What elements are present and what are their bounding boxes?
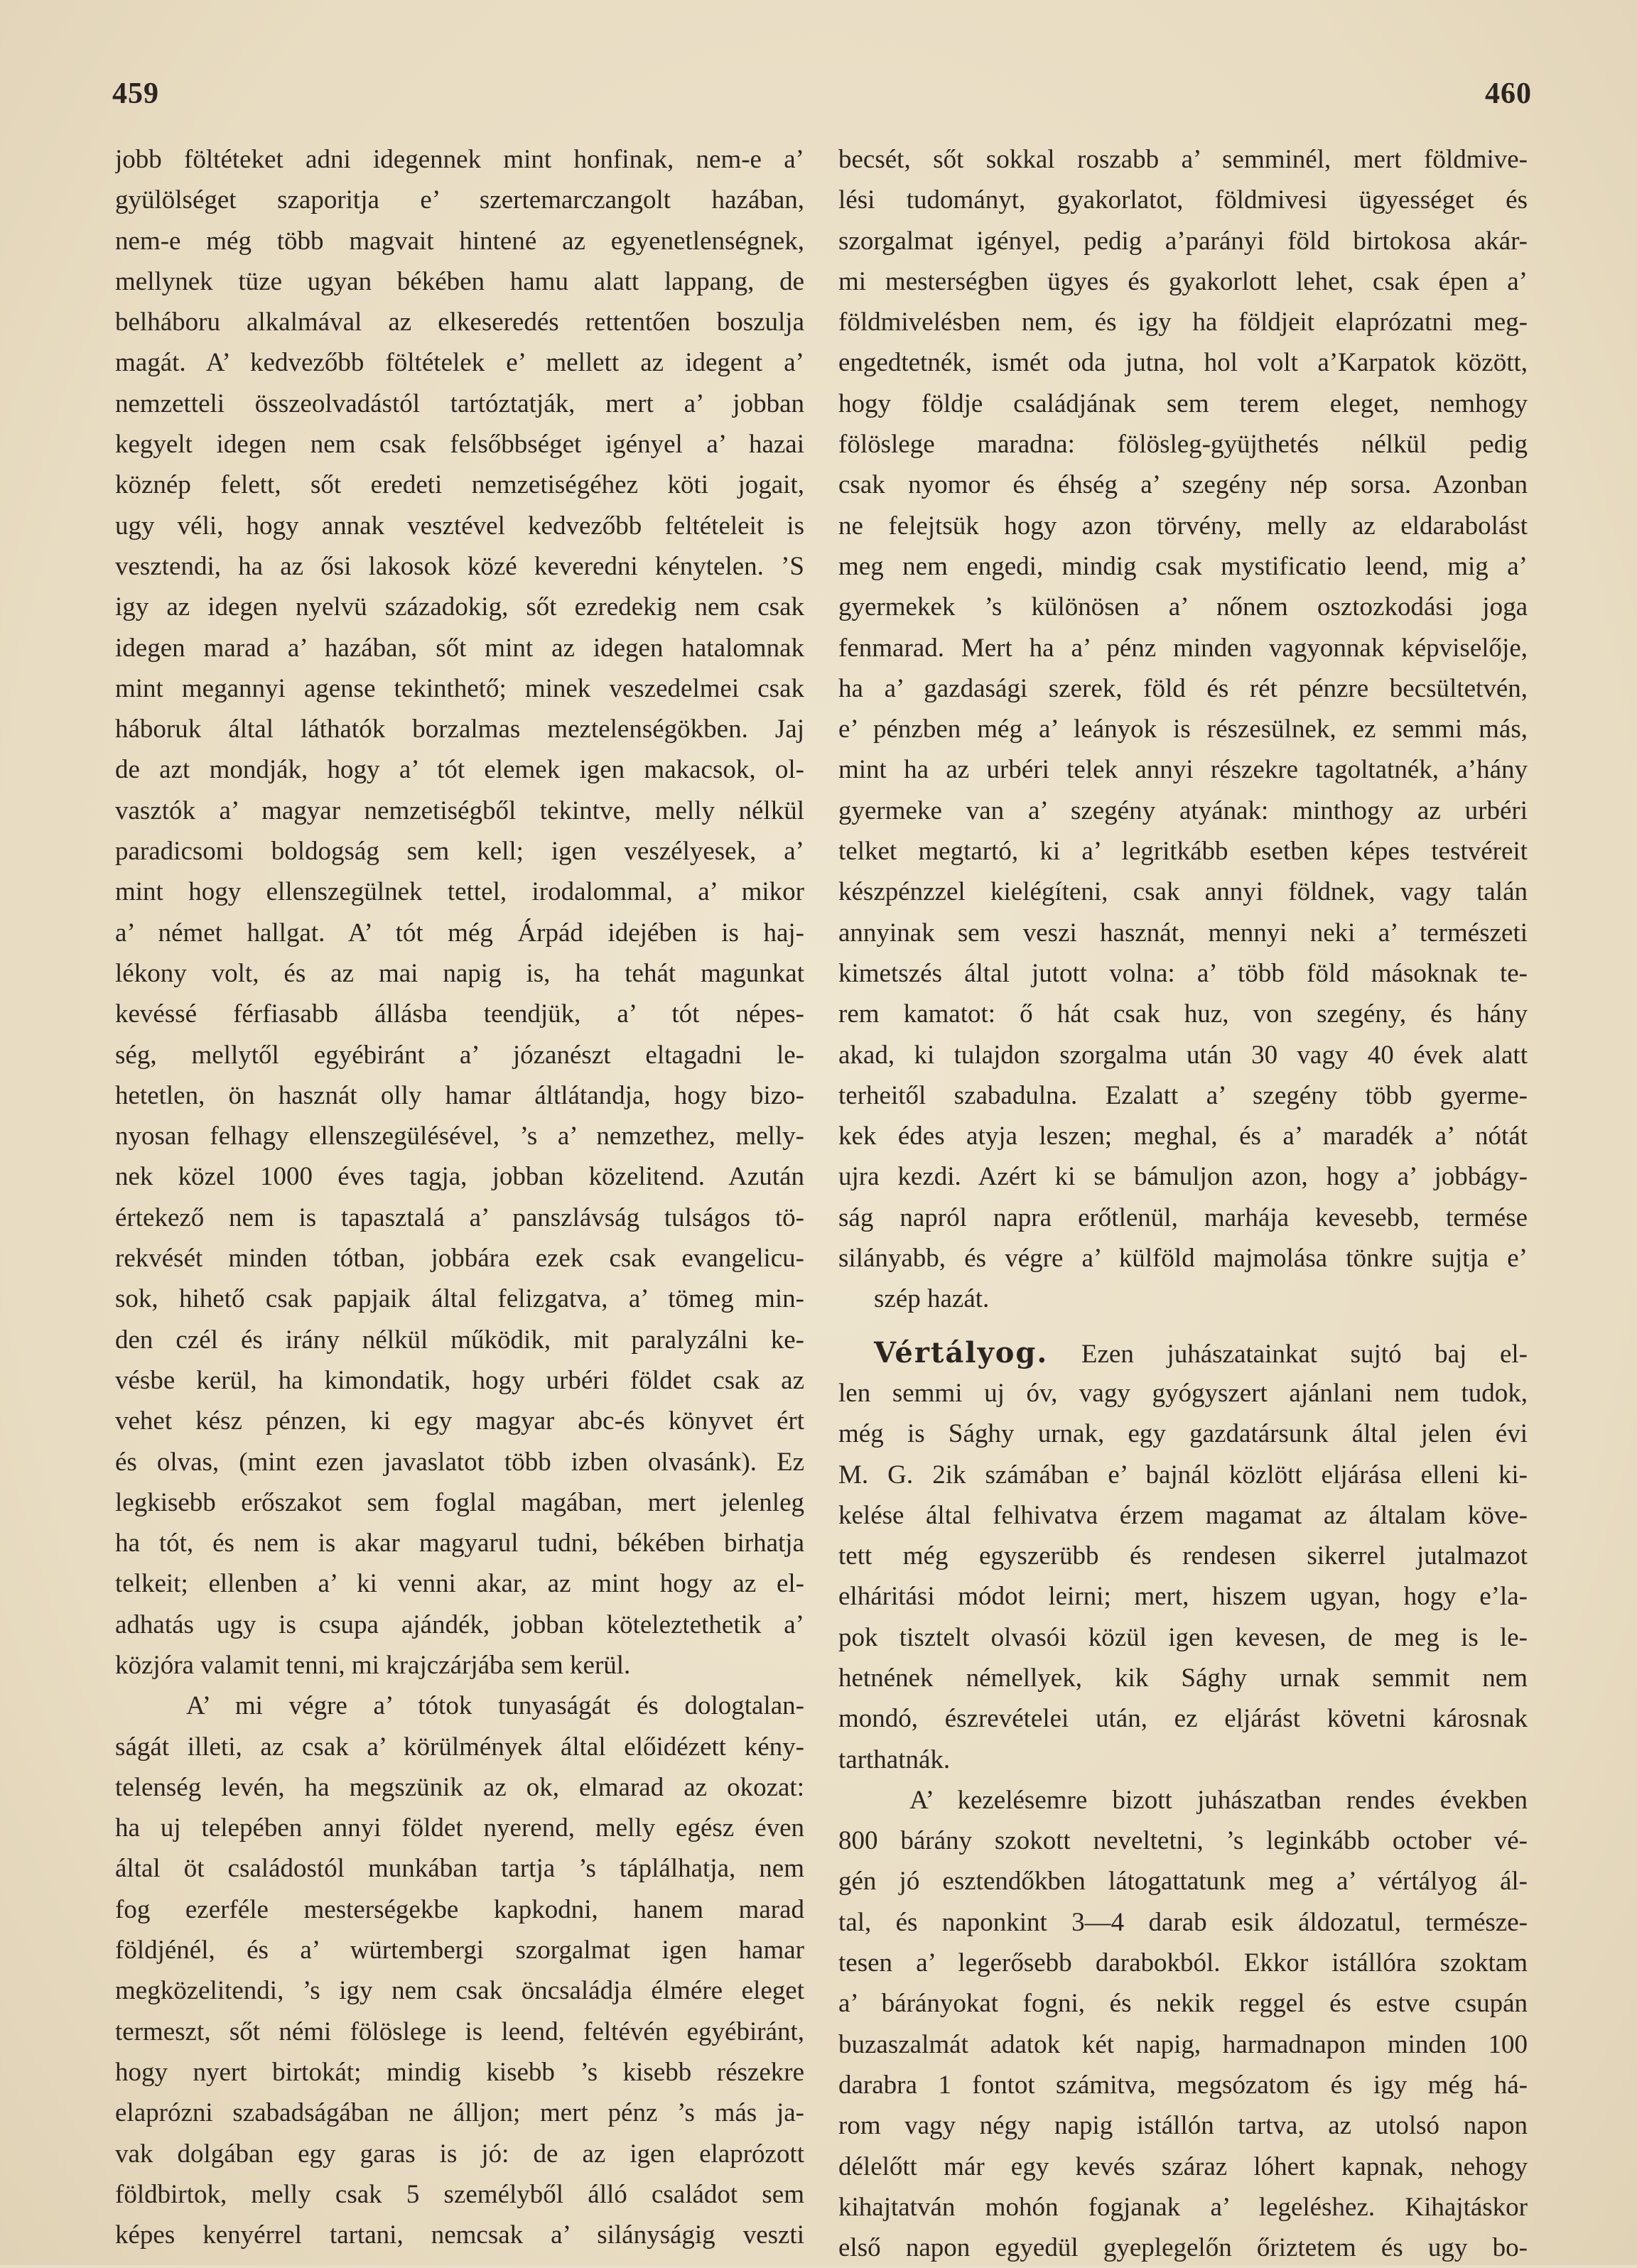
text-line: szorgalmat igényel, pedig a’parányi föld birtokosa akár-	[838, 226, 1528, 256]
text-line: csak nyomor és éhség a’ szegény nép sorsa. Azonban	[838, 470, 1528, 500]
text-line: fölöslege maradna: fölösleg-gyüjthetés nélkül pedig	[838, 430, 1528, 460]
text-line: meg nem engedi, mindig csak mystificatio leend, mig a’	[838, 551, 1528, 581]
text-line: mi mesterségben ügyes és gyakorlott lehet, csak épen a’	[838, 266, 1528, 296]
text-line: fog ezerféle mesterségekbe kapkodni, hanem marad	[115, 1894, 804, 1924]
text-line: mint megannyi agense tekinthető; minek veszedelmei csak	[115, 673, 804, 703]
text-line: kek édes atyja leszen; meghal, és a’ maradék a’ nótát	[838, 1122, 1528, 1151]
text-line: vasztók a’ magyar nemzetiségből tekintve, melly nélkül	[115, 796, 804, 825]
text-line: igy az idegen nyelvü századokig, sőt ezredekig nem csak	[115, 592, 804, 622]
text-line: tett még egyszerübb és rendesen sikerrel jutalmazot	[838, 1541, 1528, 1571]
text-line: de azt mondják, hogy a’ tót elemek igen makacsok, ol-	[115, 755, 804, 785]
text-line: vésbe kerül, ha kimondatik, hogy urbéri földet csak az	[115, 1365, 804, 1395]
text-line: 800 bárány szokott neveltetni, ’s leginkább october vé-	[838, 1826, 1528, 1856]
text-line: köznép felett, sőt eredeti nemzetiségéhez köti jogait,	[115, 470, 804, 500]
text-line: tal, és naponkint 3—4 darab esik áldozatul, természe-	[838, 1907, 1528, 1937]
text-line: gyülölséget szaporitja e’ szertemarczangolt hazában,	[115, 185, 804, 215]
text-line: rem kamatot: ő hát csak huz, von szegény, és hány	[838, 999, 1528, 1029]
text-line: A’ mi végre a’ tótok tunyaságát és dologtalan-	[186, 1691, 804, 1721]
heading-line-text: Ezen juhászatainkat sujtó baj el-	[1048, 1339, 1528, 1369]
text-line: ha tót, és nem is akar magyarul tudni, békében birhatja	[115, 1529, 804, 1558]
text-line: annyinak sem veszi hasznát, mennyi neki a’ természeti	[838, 918, 1528, 948]
text-line: engedtetnék, ismét oda jutna, hol volt a’Karpatok között,	[838, 348, 1528, 378]
text-line: délelőtt már egy kevés száraz lóhert kapnak, nehogy	[838, 2152, 1528, 2181]
text-line: rekvését minden tótban, jobbára ezek csak evangelicu-	[115, 1244, 804, 1274]
text-line: ne felejtsük hogy azon törvény, melly az eldarabolást	[838, 511, 1528, 541]
text-line: ugy véli, hogy annak vesztével kedvezőbb feltételeit is	[115, 511, 804, 541]
page-number-left: 459	[112, 77, 159, 110]
text-line: a’ bárányokat fogni, és nekik reggel és estve csupán	[838, 1989, 1528, 2019]
text-line: akad, ki tulajdon szorgalma után 30 vagy 40 évek alatt	[838, 1040, 1528, 1070]
text-line: szép hazát.	[874, 1284, 990, 1314]
text-line: rom vagy négy napig istállón tartva, az utolsó napon	[838, 2111, 1528, 2141]
text-line: vesztendi, ha az ősi lakosok közé keveredni kénytelen. ’S	[115, 551, 804, 581]
text-line: készpénzzel kielégíteni, csak annyi földnek, vagy talán	[838, 877, 1528, 907]
text-line: mint hogy ellenszegülnek tettel, irodalommal, a’ mikor	[115, 877, 804, 907]
text-line: lékony volt, és az mai napig is, ha tehát magunkat	[115, 958, 804, 988]
text-line: a’ német hallgat. A’ tót még Árpád idejében is haj-	[115, 918, 804, 948]
text-line: paradicsomi boldogság sem kell; igen veszélyesek, a’	[115, 837, 804, 867]
text-line: e’ pénzben még a’ leányok is részesülnek, ez semmi más,	[838, 715, 1528, 744]
text-line: nem-e még több magvait hintené az egyenetlenségnek,	[115, 226, 804, 256]
text-line: ujra kezdi. Azért ki se bámuljon azon, hogy a’ jobbágy-	[838, 1162, 1528, 1192]
text-line: mondó, észrevételei után, ez eljárást követni károsnak	[838, 1704, 1528, 1734]
text-line: kegyelt idegen nem csak felsőbbséget igényel a’ hazai	[115, 430, 804, 460]
text-line: elaprózni szabadságában ne álljon; mert pénz ’s más ja-	[115, 2098, 804, 2128]
text-line: vehet kész pénzen, ki egy magyar abc-és könyvet ért	[115, 1406, 804, 1436]
text-line: termeszt, sőt némi fölöslege is leend, feltévén egyébiránt,	[115, 2017, 804, 2046]
text-line: len semmi uj óv, vagy gyógyszert ajánlani nem tudok,	[838, 1378, 1528, 1408]
text-line: mint ha az urbéri telek annyi részekre tagoltatnék, a’hány	[838, 755, 1528, 785]
text-line: tarthatnák.	[838, 1745, 951, 1774]
text-line: első napon egyedül gyeplegelőn őriztetem és ugy bo-	[838, 2233, 1528, 2263]
text-line: lési tudományt, gyakorlatot, földmivesi ügyességet és	[838, 185, 1528, 215]
text-line: magát. A’ kedvezőbb föltételek e’ mellett az idegent a’	[115, 348, 804, 378]
text-line: vak dolgában egy garas is jó: de az igen elaprózott	[115, 2139, 804, 2169]
text-line: nyosan felhagy ellenszegülésével, ’s a’ nemzethez, melly-	[115, 1122, 804, 1151]
text-line: buzaszalmát adatok két napig, harmadnapon minden 100	[838, 2029, 1528, 2059]
text-line: elháritási módot leirni; mert, hiszem ugyan, hogy e’la-	[838, 1582, 1528, 1612]
text-line: silányabb, és végre a’ külföld majmolása tönkre sujtja e’	[838, 1244, 1528, 1274]
text-line: hetnének némellyek, kik Sághy urnak semmit nem	[838, 1663, 1528, 1693]
text-line: kelése által felhivatva érzem magamat az általam köve-	[838, 1500, 1528, 1530]
left-column	[115, 139, 804, 2255]
text-line: által öt családostól munkában tartja ’s táplálhatja, nem	[115, 1854, 804, 1884]
text-line: gyermeke van a’ szegény atyának: minthogy az urbéri	[838, 796, 1528, 825]
text-line: kevéssé férfiasabb állásba teendjük, a’ tót népes-	[115, 999, 804, 1029]
text-line: gén jó esztendőkben látogattatunk meg a’ vértályog ál-	[838, 1867, 1528, 1897]
text-line: adhatás ugy is csupa ajándék, jobban köteleztethetik a’	[115, 1610, 804, 1639]
text-line: ség, mellytől egyébiránt a’ józanészt eltagadni le-	[115, 1040, 804, 1070]
text-line: darabra 1 fontot számitva, megsózatom és igy még há-	[838, 2070, 1528, 2100]
text-line: kimetszés által jutott volna: a’ több föld másoknak te-	[838, 958, 1528, 988]
text-line: fenmarad. Mert ha a’ pénz minden vagyonnak képviselője,	[838, 633, 1528, 663]
text-line: pok tisztelt olvasói közül igen kevesen, de meg is le-	[838, 1622, 1528, 1652]
text-line: tesen a’ legerősebb darabokból. Ekkor istállóra szoktam	[838, 1948, 1528, 1978]
text-line: jobb föltéteket adni idegennek mint honfinak, nem-e a’	[115, 145, 804, 174]
text-line: telenség levén, ha megszünik az ok, elmarad az okozat:	[115, 1772, 804, 1802]
text-line: ságát illeti, az csak a’ körülmények által előidézett kény-	[115, 1732, 804, 1762]
text-line: gyermekek ’s különösen a’ nőnem osztozkodási joga	[838, 592, 1528, 622]
text-line: értekező nem is tapasztalá a’ panszlávság tulságos tö-	[115, 1203, 804, 1232]
text-line: hogy nyert birtokát; mindig kisebb ’s kisebb részekre	[115, 2057, 804, 2087]
text-line: becsét, sőt sokkal roszabb a’ semminél, mert földmive-	[838, 145, 1528, 174]
text-line: kihajtatván mohón fogjanak a’ legeléshez. Kihajtáskor	[838, 2192, 1528, 2222]
text-line: még is Sághy urnak, egy gazdatársunk által jelen évi	[838, 1419, 1528, 1449]
text-line: idegen marad a’ hazában, sőt mint az idegen hatalomnak	[115, 633, 804, 663]
page-number-right: 460	[1485, 77, 1532, 110]
text-line: ság napról napra erőtlenül, marhája kevesebb, termése	[838, 1203, 1528, 1232]
text-line: den czél és irány nélkül működik, mit paralyzálni ke-	[115, 1325, 804, 1355]
text-line: földbirtok, melly csak 5 személyből álló családot sem	[115, 2179, 804, 2209]
text-line: képes kenyérrel tartani, nemcsak a’ silányságig veszti	[115, 2220, 804, 2250]
text-line: hetetlen, ön hasznát olly hamar áltlátandja, hogy bizo-	[115, 1080, 804, 1110]
text-line: háboruk által láthatók borzalmas meztelenségökben. Jaj	[115, 715, 804, 744]
text-line: legkisebb erőszakot sem foglal magában, mert jelenleg	[115, 1487, 804, 1517]
text-line: hogy földje családjának sem terem eleget, nemhogy	[838, 389, 1528, 418]
right-column	[838, 139, 1528, 2268]
text-line: telkeit; ellenben a’ ki venni akar, az mint hogy az el-	[115, 1569, 804, 1599]
text-line: nemzetteli összeolvadástól tartóztatják, mert a’ jobban	[115, 389, 804, 418]
text-line: telket megtartó, ki a’ legritkább esetben képes testvéreit	[838, 837, 1528, 867]
text-line: mellynek tüze ugyan békében hamu alatt lappang, de	[115, 266, 804, 296]
text-line: M. G. 2ik számában e’ bajnál közlött eljárása elleni ki-	[838, 1460, 1528, 1490]
text-line: ha uj telepében annyi földet nyerend, melly egész éven	[115, 1813, 804, 1843]
text-line: terheitől szabadulna. Ezalatt a’ szegény több gyerme-	[838, 1080, 1528, 1110]
text-line: sok, hihető csak papjaik által felizgatva, a’ tömeg min-	[115, 1284, 804, 1314]
section-heading: Vértályog.	[874, 1335, 1049, 1369]
text-line: belháboru alkalmával az elkeseredés rettentően boszulja	[115, 308, 804, 337]
text-line: földmivelésben nem, és igy ha földjeit elaprózatni meg-	[838, 308, 1528, 337]
text-line: ha a’ gazdasági szerek, föld és rét pénzre becsültetvén,	[838, 673, 1528, 703]
text-line: megközelitendi, ’s igy nem csak öncsaládja élmére eleget	[115, 1976, 804, 2006]
text-line: nek közel 1000 éves tagja, jobban közelitend. Azután	[115, 1162, 804, 1192]
text-line: földjénél, és a’ würtembergi szorgalmat igen hamar	[115, 1936, 804, 1965]
text-line: közjóra valamit tenni, mi krajczárjába sem kerül.	[115, 1650, 631, 1680]
section-heading-line	[838, 1333, 1528, 1373]
text-line: és olvas, (mint ezen javaslatot több izben olvasánk). Ez	[115, 1447, 804, 1477]
text-line: A’ kezelésemre bizott juhászatban rendes években	[909, 1785, 1528, 1815]
